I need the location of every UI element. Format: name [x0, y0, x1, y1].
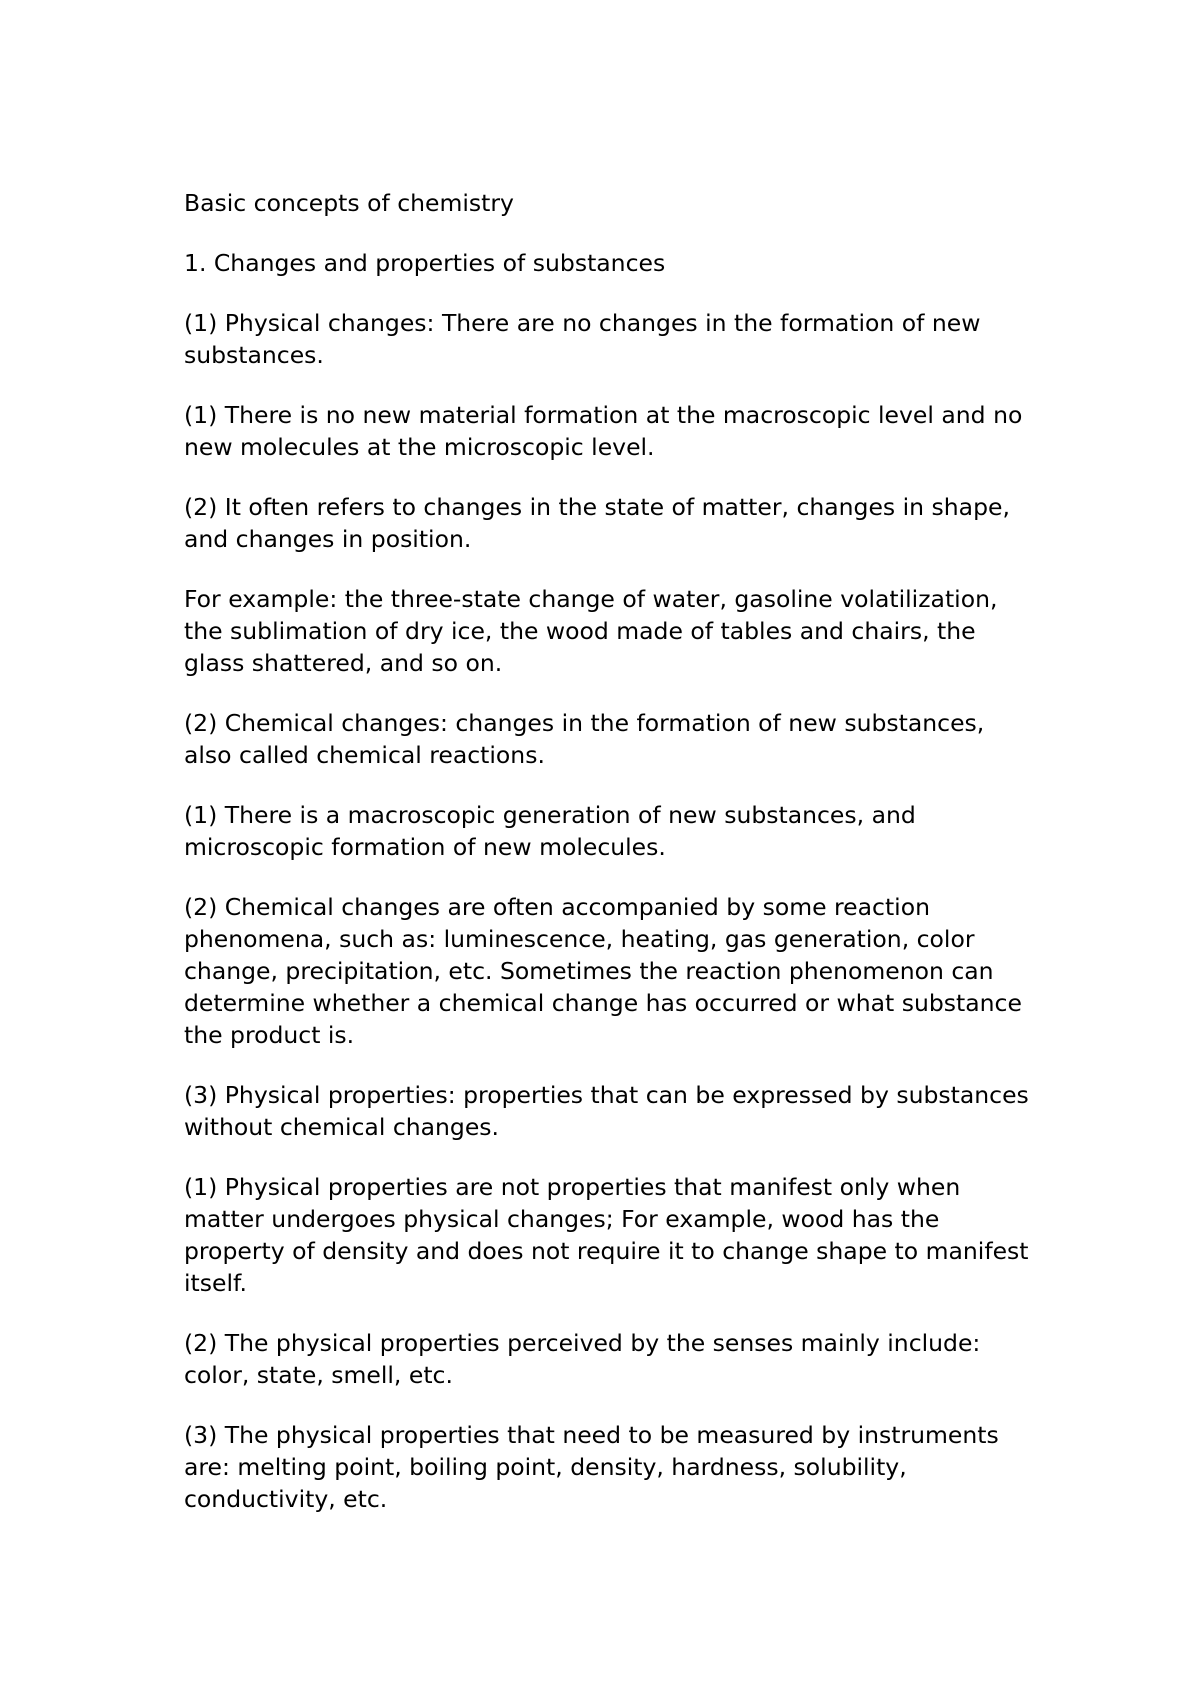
section-heading: 1. Changes and properties of substances: [184, 249, 666, 277]
paragraph: (2) The physical properties perceived by the senses mainly include: color, state, smell, etc.: [184, 1329, 981, 1389]
paragraph: For example: the three-state change of water, gasoline volatilization, the sublimation of dry ice, the wood made of tables and chairs, the glass shattered, and so on.: [184, 585, 998, 677]
paragraph: (1) Physical properties are not properties that manifest only when matter undergoes physical changes; For example, wood has the property of density and does not require it to change shape to manifest itself.: [184, 1173, 1029, 1297]
paragraph: (1) Physical changes: There are no changes in the formation of new substances.: [184, 309, 981, 369]
paragraph: (1) There is no new material formation at the macroscopic level and no new molecules at the microscopic level.: [184, 401, 1023, 461]
paragraph: (2) Chemical changes: changes in the formation of new substances, also called chemical reactions.: [184, 709, 985, 769]
paragraph: (2) Chemical changes are often accompanied by some reaction phenomena, such as: luminescence, heating, gas generation, color change, precipitation, etc. Sometimes the reaction phenomenon can determine whether a chemical change has occurred or what substance the product is.: [184, 893, 1022, 1049]
paragraph: (3) The physical properties that need to be measured by instruments are: melting point, boiling point, density, hardness, solubility, conductivity, etc.: [184, 1421, 999, 1513]
paragraph: (3) Physical properties: properties that can be expressed by substances without chemical changes.: [184, 1081, 1029, 1141]
paragraph: (2) It often refers to changes in the state of matter, changes in shape, and changes in position.: [184, 493, 1010, 553]
paragraph: (1) There is a macroscopic generation of new substances, and microscopic formation of new molecules.: [184, 801, 916, 861]
document-title: Basic concepts of chemistry: [184, 189, 514, 217]
document-body: [184, 187, 1030, 1543]
